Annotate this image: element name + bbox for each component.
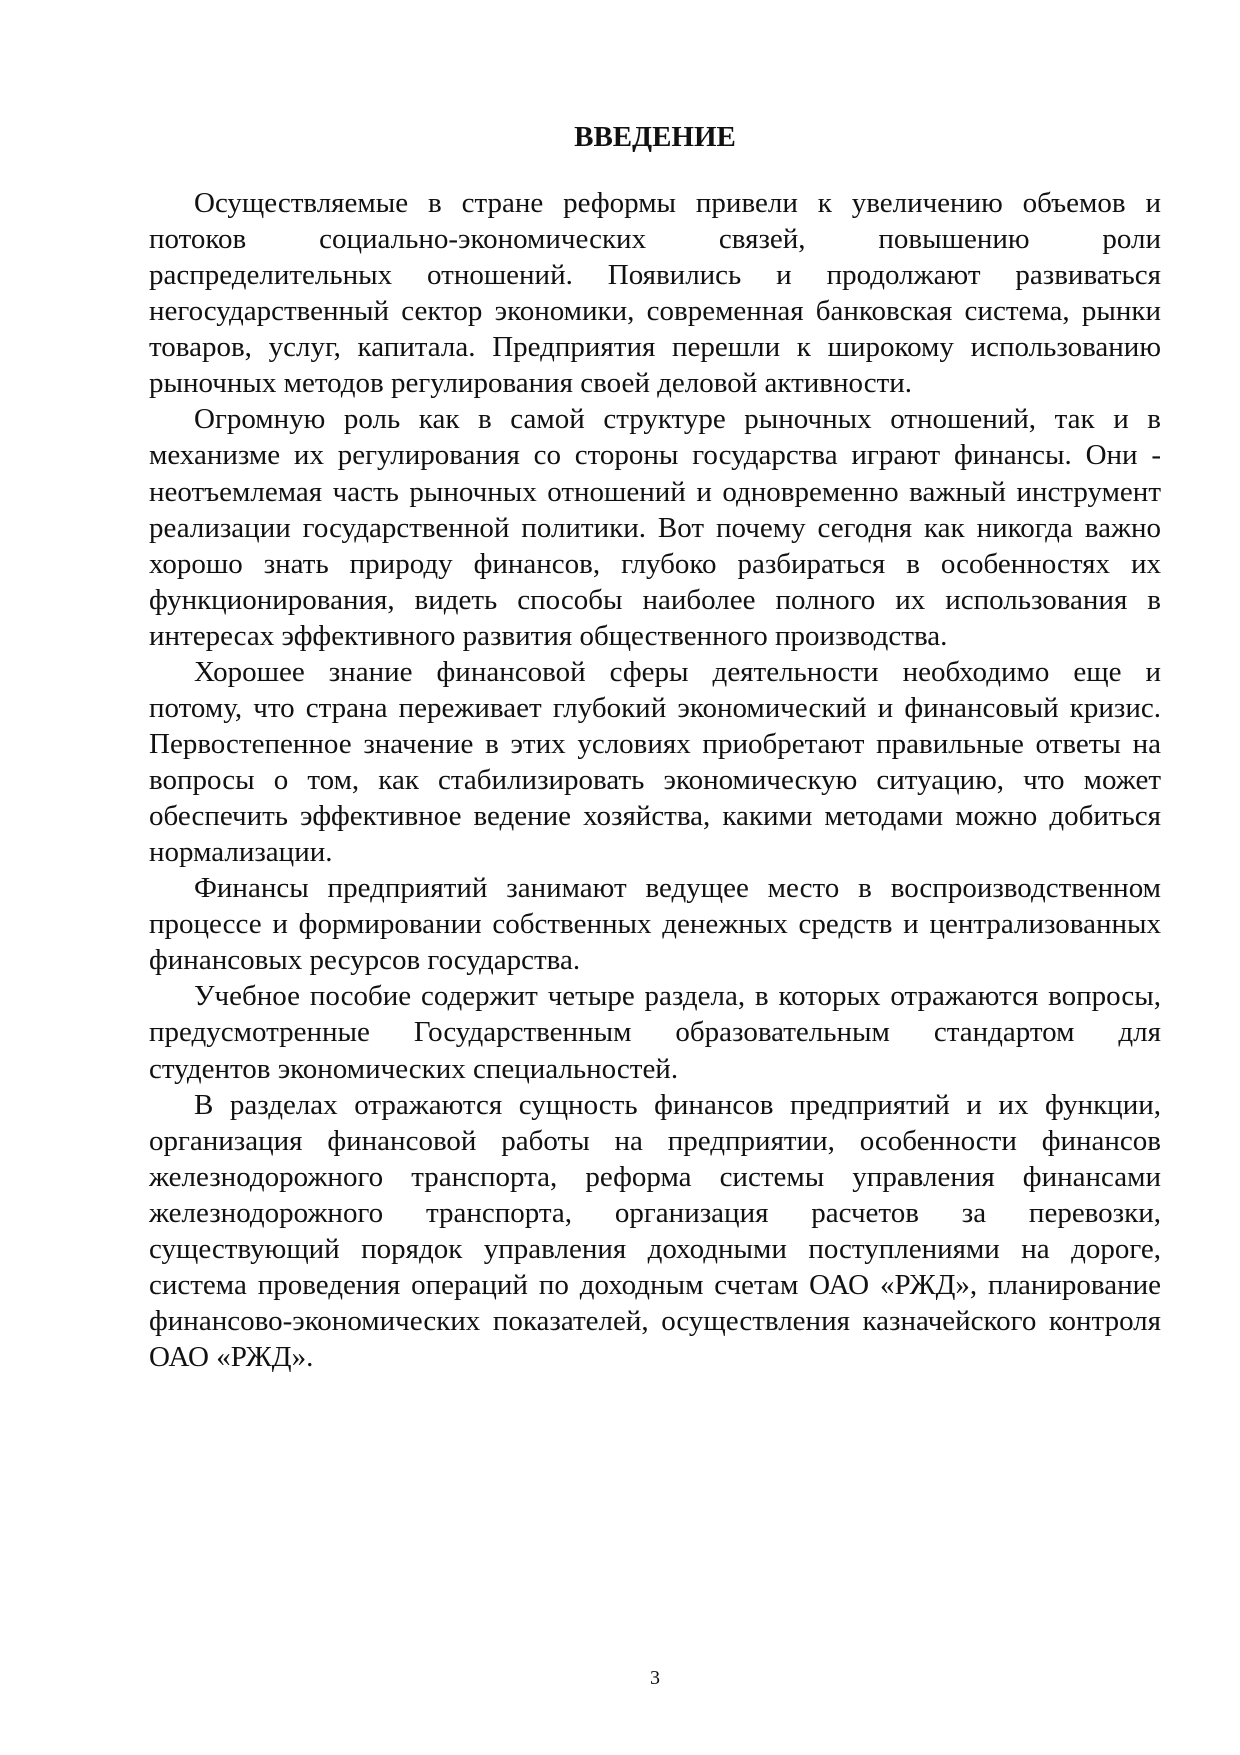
paragraph xyxy=(149,401,1161,653)
paragraph xyxy=(149,654,1161,870)
text-line: организация финансовой работы на предприятии, особенности финансов xyxy=(149,1124,1161,1157)
text-line: реализации государственной политики. Вот почему сегодня как никогда важно xyxy=(149,511,1161,544)
paragraph xyxy=(149,870,1161,978)
text-line: неотъемлемая часть рыночных отношений и одновременно важный инструмент xyxy=(149,475,1161,508)
text-line: обеспечить эффективное ведение хозяйства, какими методами можно добиться xyxy=(149,800,1161,833)
text-line: механизме их регулирования со стороны государства играют финансы. Они - xyxy=(149,439,1161,472)
text-line: В разделах отражаются сущность финансов предприятий и их функции, xyxy=(194,1088,1161,1121)
text-line: Первостепенное значение в этих условиях приобретают правильные ответы на xyxy=(149,727,1161,760)
text-line: финансово-экономических показателей, осуществления казначейского контроля xyxy=(149,1304,1161,1337)
text-line: Хорошее знание финансовой сферы деятельности необходимо еще и xyxy=(194,655,1161,688)
text-line: потому, что страна переживает глубокий экономический и финансовый кризис. xyxy=(149,691,1161,724)
text-line: вопросы о том, как стабилизировать экономическую ситуацию, что может xyxy=(149,764,1161,796)
text-line: ОАО «РЖД». xyxy=(149,1341,314,1373)
text-line: студентов экономических специальностей. xyxy=(149,1052,679,1085)
page-title: ВВЕДЕНИЕ xyxy=(574,121,736,153)
text-line: нормализации. xyxy=(149,836,333,869)
text-line: Финансы предприятий занимают ведущее место в воспроизводственном xyxy=(194,872,1161,905)
text-line: хорошо знать природу финансов, глубоко разбираться в особенностях их xyxy=(149,547,1161,580)
text-line: негосударственный сектор экономики, современная банковская система, рынки xyxy=(149,295,1161,328)
text-line: интересах эффективного развития общественного производства. xyxy=(149,619,948,652)
text-line: существующий порядок управления доходными поступлениями на дороге, xyxy=(149,1232,1161,1265)
text-line: Огромную роль как в самой структуре рыночных отношений, так и в xyxy=(194,403,1161,436)
text-line: рыночных методов регулирования своей деловой активности. xyxy=(149,367,913,400)
text-line: железнодорожного транспорта, реформа системы управления финансами xyxy=(149,1160,1161,1193)
text-line: процессе и формировании собственных денежных средств и централизованных xyxy=(149,908,1161,941)
text-line: финансовых ресурсов государства. xyxy=(149,944,581,977)
text-line: Учебное пособие содержит четыре раздела, в которых отражаются вопросы, xyxy=(194,980,1161,1013)
paragraph xyxy=(149,185,1161,401)
text-line: Осуществляемые в стране реформы привели к увеличению объемов и xyxy=(194,187,1161,219)
paragraph xyxy=(149,1087,1161,1376)
text-line: товаров, услуг, капитала. Предприятия перешли к широкому использованию xyxy=(149,331,1161,364)
text-line: предусмотренные Государственным образовательным стандартом для xyxy=(149,1016,1161,1049)
text-line: потоков социально-экономических связей, повышению роли xyxy=(149,223,1161,256)
text-line: распределительных отношений. Появились и продолжают развиваться xyxy=(149,259,1161,292)
page-number: 3 xyxy=(650,1667,660,1689)
text-line: функционирования, видеть способы наиболее полного их использования в xyxy=(149,583,1161,616)
text-line: железнодорожного транспорта, организация расчетов за перевозки, xyxy=(149,1196,1161,1229)
paragraph xyxy=(149,978,1161,1086)
document-body xyxy=(149,185,1161,1375)
text-line: система проведения операций по доходным счетам ОАО «РЖД», планирование xyxy=(149,1268,1161,1301)
